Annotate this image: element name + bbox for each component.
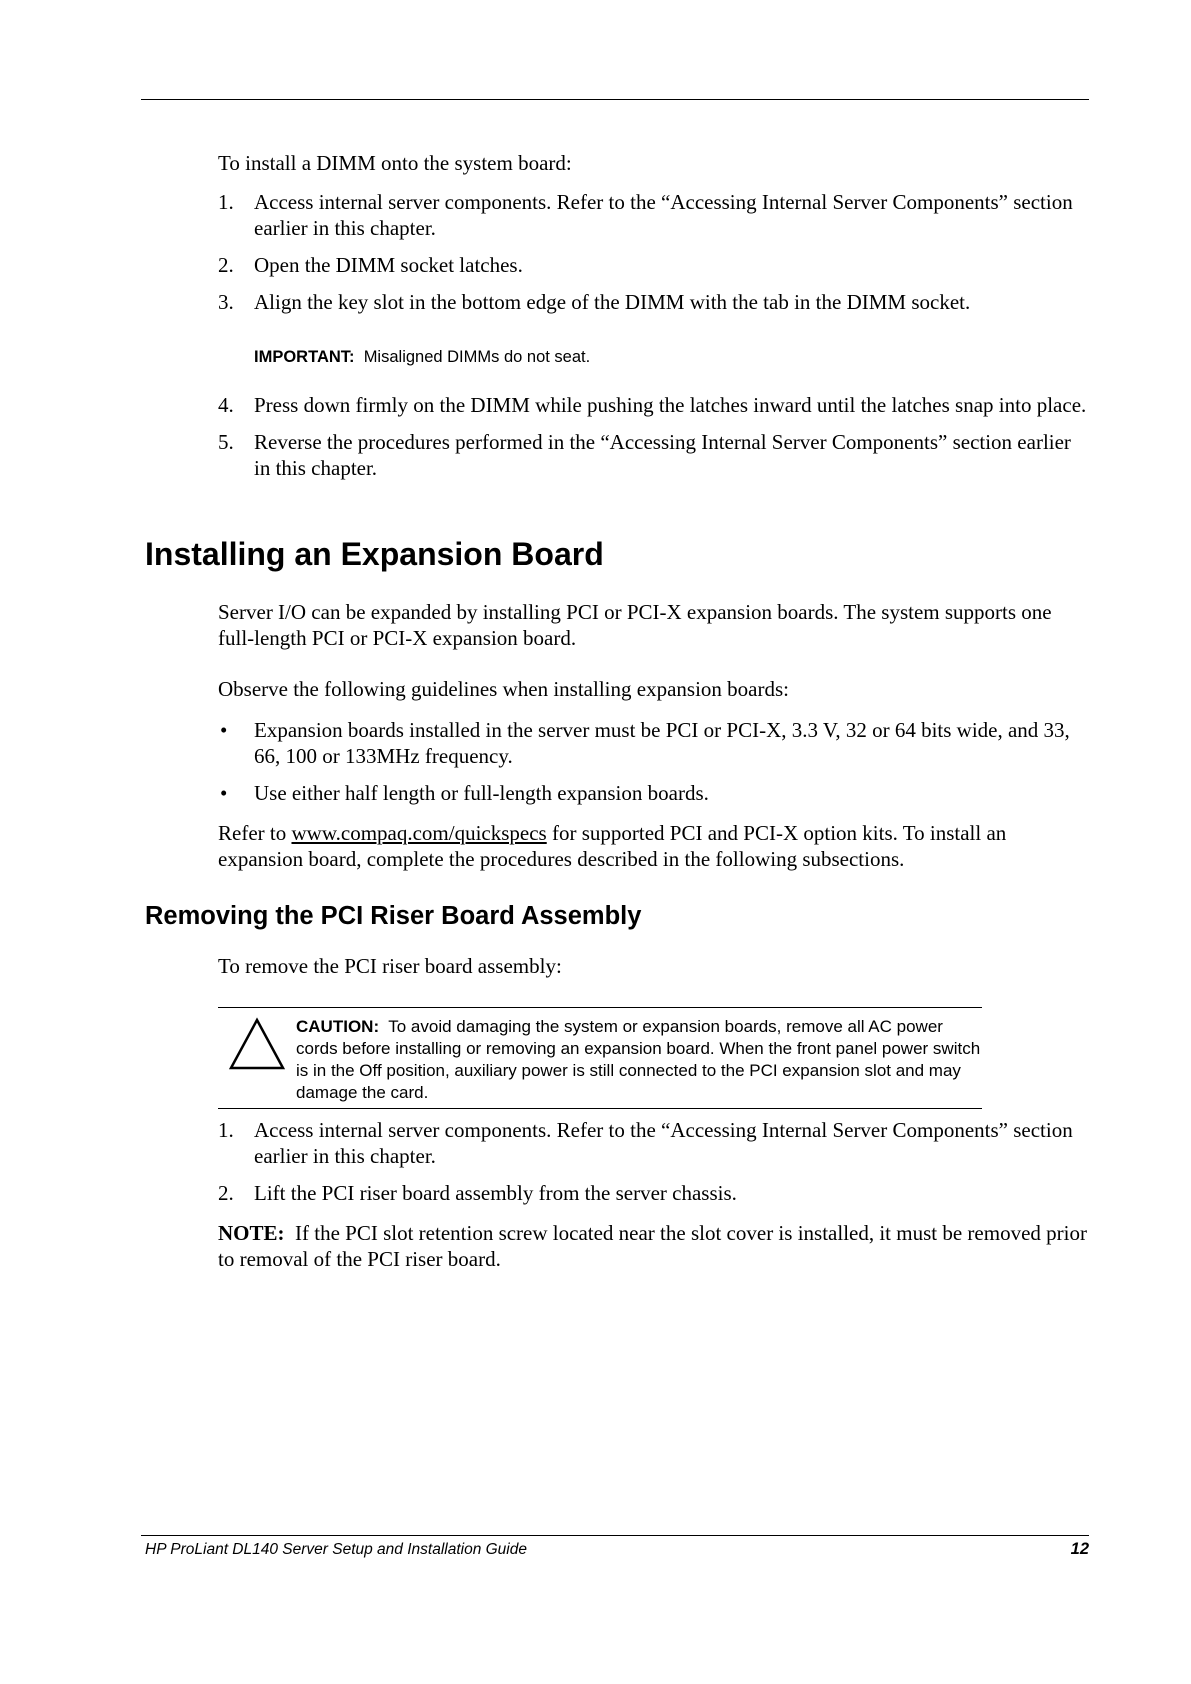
list-item: 2. Lift the PCI riser board assembly from the server chassis.	[218, 1181, 737, 1205]
caution-box	[218, 1007, 982, 1109]
dimm-steps-list-a	[218, 189, 1088, 326]
quickspecs-link[interactable]: www.compaq.com/quickspecs	[291, 821, 547, 845]
list-item: 4. Press down firmly on the DIMM while pushing the latches inward until the latches snap into place.	[218, 393, 1087, 417]
note-text: If the PCI slot retention screw located near the slot cover is installed, it must be removed prior to removal of the PCI riser board.	[218, 1221, 1087, 1271]
riser-intro: To remove the PCI riser board assembly:	[218, 954, 562, 978]
important-note	[254, 347, 590, 367]
note-label: NOTE:	[218, 1221, 285, 1245]
guidelines-list	[218, 717, 1088, 817]
caution-text: To avoid damaging the system or expansion boards, remove all AC power cords before installing or removing an expansion board. When the front panel power switch is in the Off position, auxiliary power is still connected to the PCI expansion slot and may damage the card.	[296, 1017, 981, 1102]
list-item: 5. Reverse the procedures performed in the “Accessing Internal Server Components” section earlier in this chapter.	[218, 430, 1071, 480]
caution-label: CAUTION:	[296, 1017, 380, 1036]
section-heading-expansion-board: Installing an Expansion Board	[145, 536, 604, 572]
list-item: • Use either half length or full-length expansion boards.	[220, 781, 709, 805]
refer-paragraph: Refer to www.compaq.com/quickspecs for supported PCI and PCI-X option kits. To install an expansion board, complete the procedures described in the following subsections.	[218, 821, 1007, 871]
dimm-steps-list-b	[218, 392, 1088, 492]
important-label: IMPORTANT:	[254, 348, 355, 366]
important-text: Misaligned DIMMs do not seat.	[363, 348, 591, 366]
footer-page-number: 12	[1070, 1540, 1089, 1558]
bullet-icon: •	[220, 718, 228, 742]
footer-rule	[141, 1535, 1089, 1536]
list-item: • Expansion boards installed in the server must be PCI or PCI-X, 3.3 V, 32 or 64 bits wide, and 33, 66, 100 or 133MHz frequency.	[220, 718, 1070, 768]
guidelines-intro: Observe the following guidelines when installing expansion boards:	[218, 677, 789, 701]
bullet-icon: •	[220, 781, 228, 805]
header-rule	[141, 99, 1089, 100]
riser-steps-list	[218, 1117, 1088, 1217]
section-heading-pci-riser: Removing the PCI Riser Board Assembly	[145, 902, 642, 930]
note-paragraph	[218, 1220, 1090, 1272]
caution-triangle-icon	[228, 1017, 286, 1071]
expansion-intro: Server I/O can be expanded by installing PCI or PCI-X expansion boards. The system supports one full-length PCI or PCI-X expansion board.	[218, 600, 1052, 650]
list-item: 1. Access internal server components. Refer to the “Accessing Internal Server Components” section earlier in this chapter.	[218, 190, 1073, 240]
list-item: 3. Align the key slot in the bottom edge of the DIMM with the tab in the DIMM socket.	[218, 290, 971, 314]
dimm-install-intro: To install a DIMM onto the system board:	[218, 151, 572, 175]
caution-message	[296, 1016, 986, 1104]
list-item: 2. Open the DIMM socket latches.	[218, 253, 523, 277]
list-item: 1. Access internal server components. Refer to the “Accessing Internal Server Components” section earlier in this chapter.	[218, 1118, 1073, 1168]
footer-document-title: HP ProLiant DL140 Server Setup and Installation Guide	[145, 1541, 527, 1558]
